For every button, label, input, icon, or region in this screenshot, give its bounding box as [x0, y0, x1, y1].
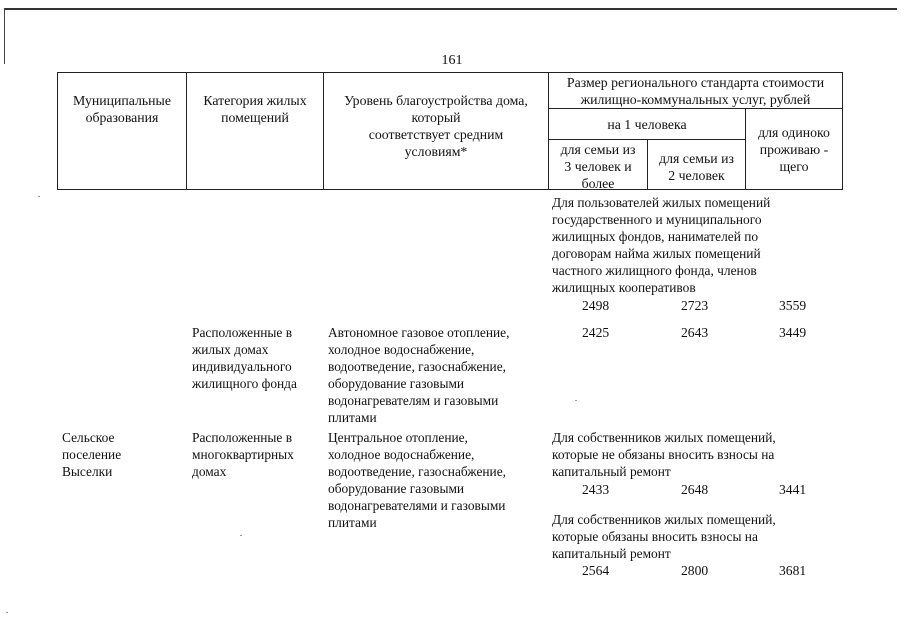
row2-level: Автономное газовое отопление, холодное водоснабжение, водоотведение, газоснабжение, оборудование газовыми водонагревателям и газовыми плитами	[328, 325, 510, 425]
header-level: Уровень благоустройства дома, который соответствует средним условиям*	[344, 93, 528, 159]
table-right-border	[842, 72, 843, 190]
header-family2: для семьи из 2 человек	[659, 151, 734, 183]
scan-border-left	[4, 8, 5, 64]
row3-note-no-repair: Для собственников жилых помещений, которые не обязаны вносить взносы на капитальный ремонт	[552, 430, 776, 479]
header-family3: для семьи из 3 человек и более	[560, 142, 636, 191]
row3-level: Центральное отопление, холодное водоснабжение, водоотведение, газоснабжение, оборудование газовыми водонагревателями и газовыми плитами	[328, 430, 507, 530]
header-category: Категория жилых помещений	[203, 93, 307, 125]
page-number: 161	[441, 53, 463, 68]
row2-category: Расположенные в жилых домах индивидуального жилищного фонда	[192, 325, 297, 391]
table-top-border	[57, 72, 843, 73]
header-municipal: Муниципальные образования	[73, 93, 171, 125]
row1-value-family2: 2723	[681, 298, 709, 313]
row3b-value-single: 3681	[779, 563, 807, 578]
scan-speck	[240, 535, 242, 536]
row2-value-family3: 2425	[582, 325, 610, 340]
row2-value-family2: 2643	[681, 325, 709, 340]
row3a-value-family3: 2433	[582, 482, 610, 497]
row3-municipal: Сельское поселение Выселки	[62, 430, 122, 479]
row2-value-single: 3449	[779, 325, 807, 340]
scan-speck	[38, 196, 40, 197]
table-header-bottom-border	[57, 189, 843, 190]
row3-note-repair: Для собственников жилых помещений, которые обязаны вносить взносы на капитальный ремонт	[552, 512, 776, 561]
col-divider-1	[186, 72, 187, 190]
scan-border-top	[4, 8, 897, 10]
row3b-value-family3: 2564	[582, 563, 610, 578]
row1-note: Для пользователей жилых помещений государственного и муниципального жилищных фондов, нанимателей по договорам найма жилых помещений частного жилищного фонда, членов жилищных кооперативов	[552, 195, 771, 295]
header-single: для одиноко проживаю - щего	[758, 125, 830, 174]
scan-speck	[6, 612, 8, 613]
row1-value-single: 3559	[779, 298, 807, 313]
header-per-person: на 1 человека	[607, 117, 687, 132]
header-standard: Размер регионального стандарта стоимости жилищно-коммунальных услуг, рублей	[566, 75, 825, 107]
row3b-value-family2: 2800	[681, 563, 709, 578]
scan-speck	[575, 400, 577, 401]
table-left-border	[57, 72, 58, 190]
subheader-divider	[548, 108, 842, 109]
row3-category: Расположенные в многоквартирных домах	[192, 430, 294, 479]
row3a-value-single: 3441	[779, 482, 807, 497]
row3a-value-family2: 2648	[681, 482, 709, 497]
row1-value-family3: 2498	[582, 298, 610, 313]
